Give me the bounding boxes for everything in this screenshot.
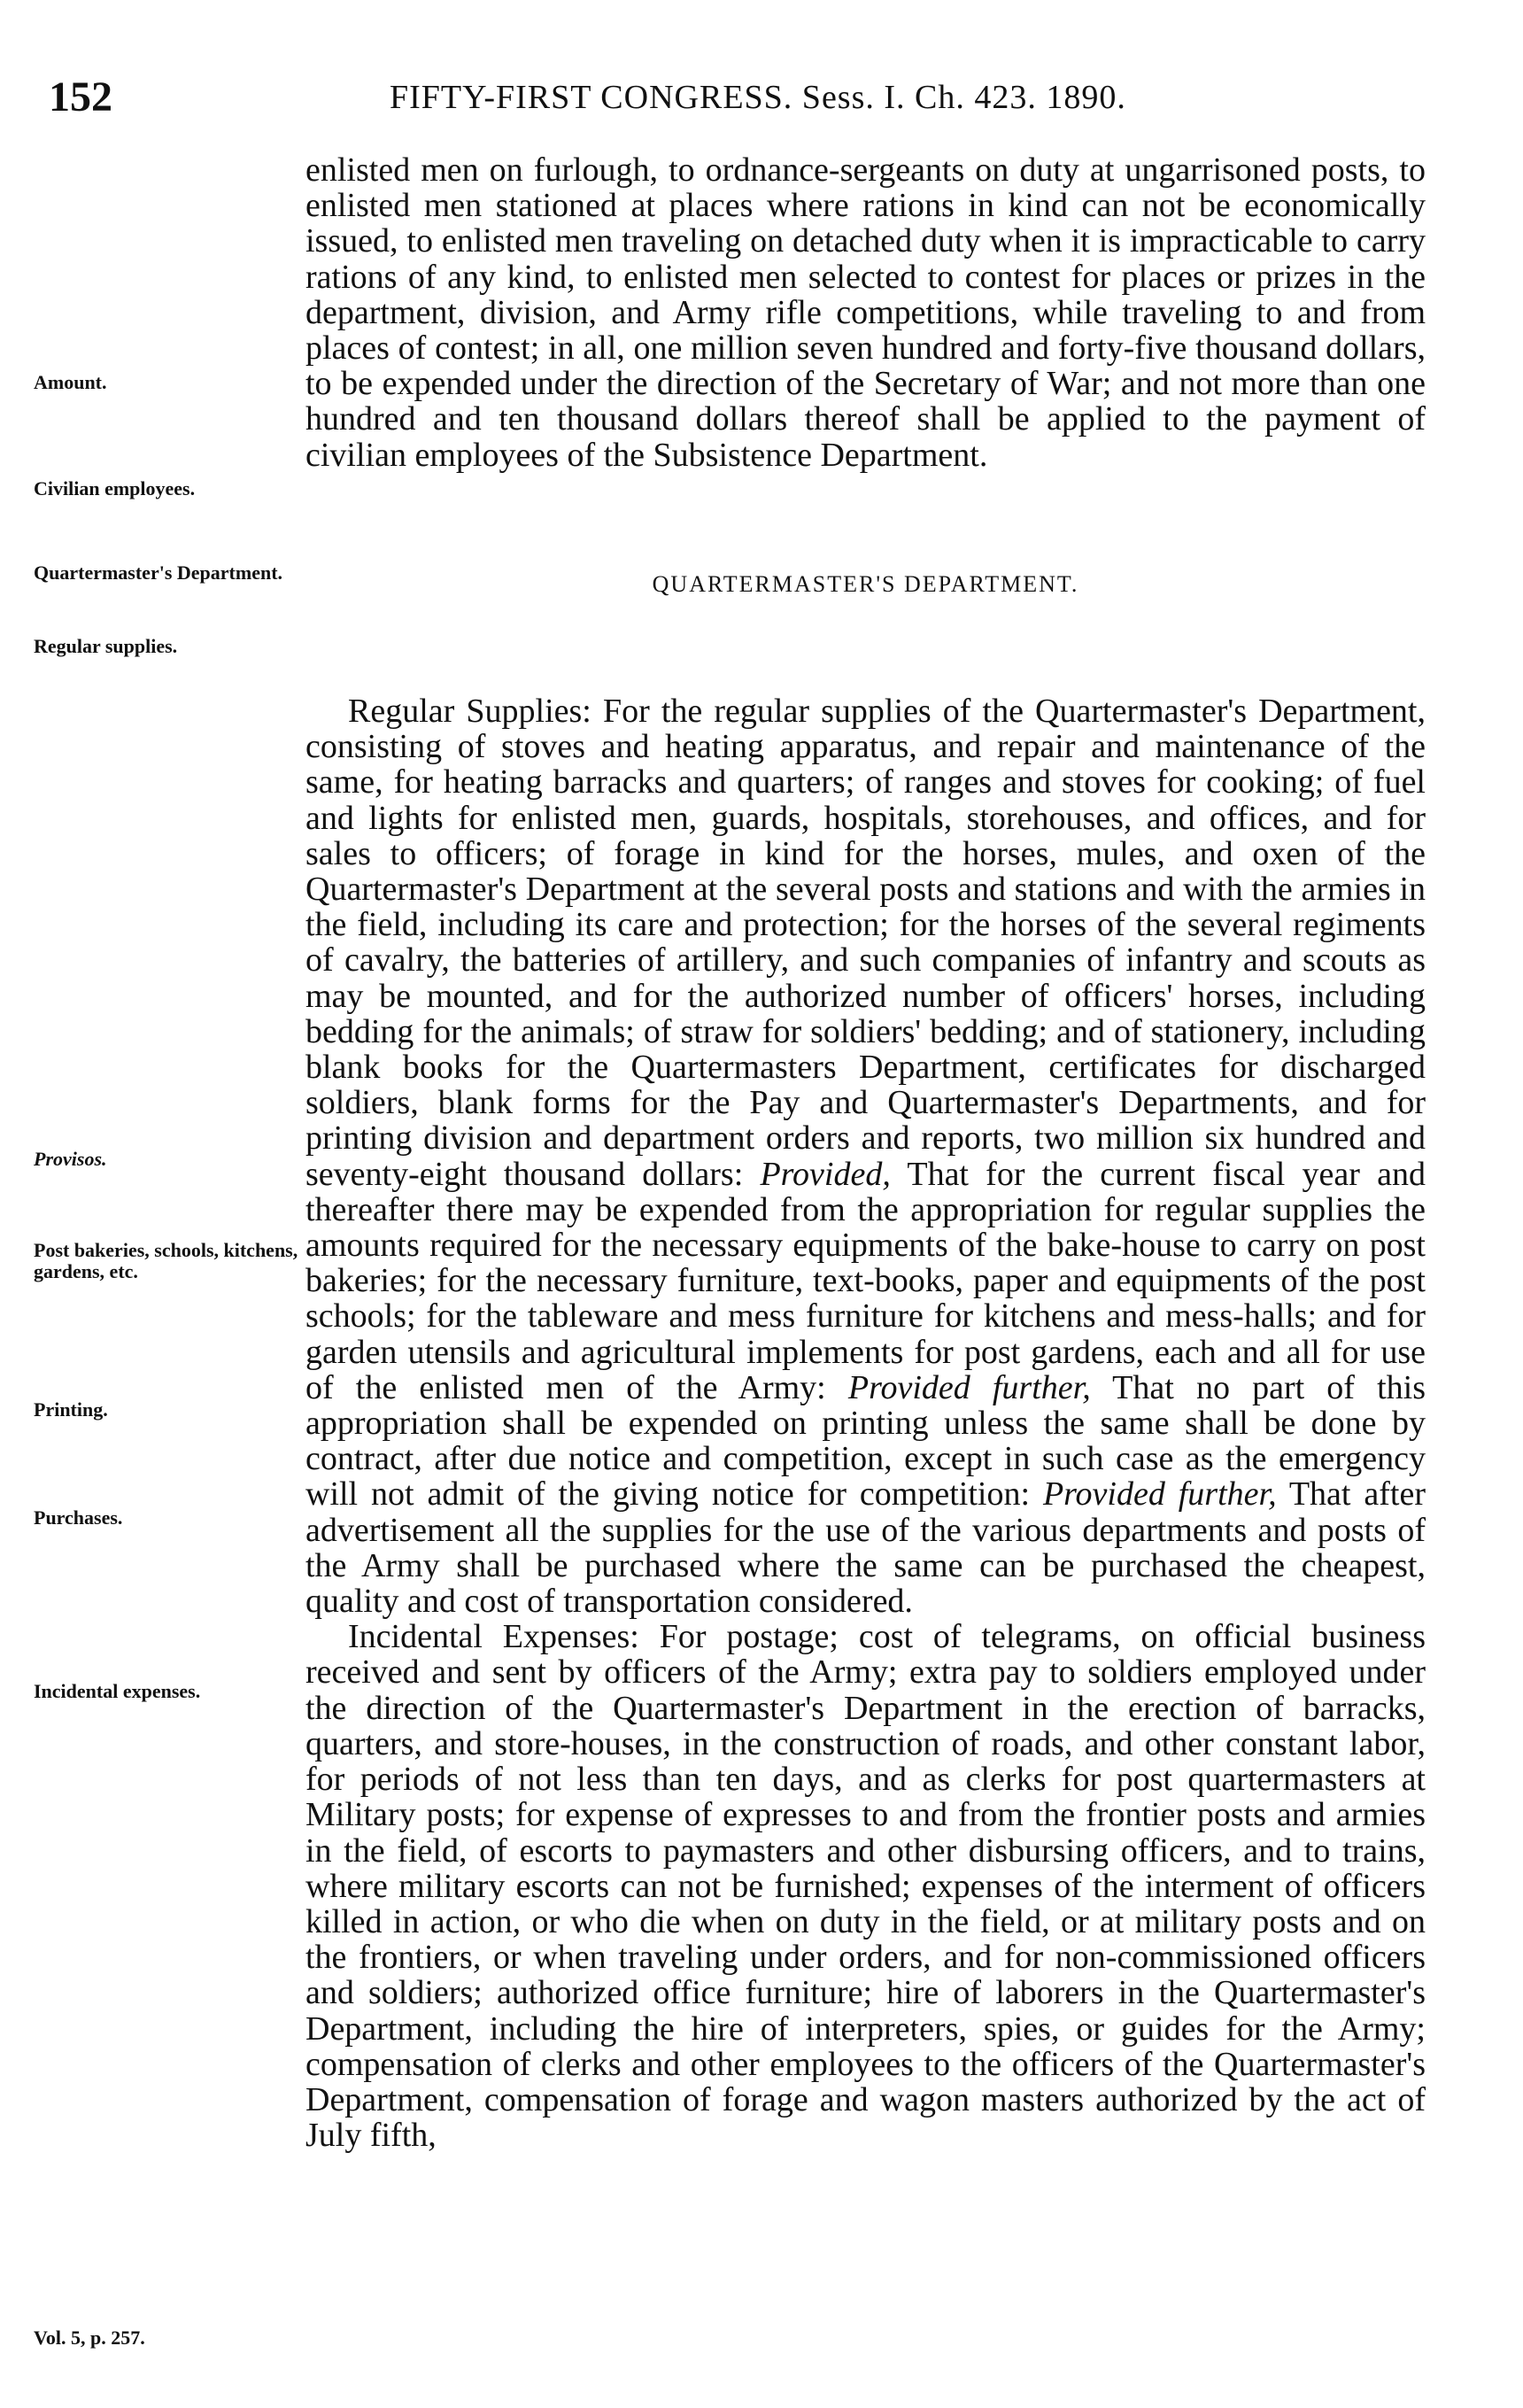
proviso-1: Provided,	[760, 1155, 891, 1193]
section-heading: QUARTERMASTER'S DEPARTMENT.	[652, 571, 1079, 597]
regular-supplies-text-4: That after advertisement all the supplies for the use of the various departments and posts of the Army shall be purchased where the same can be purchased the cheapest, quality and cost of transportation considered.	[305, 1475, 1426, 1621]
margin-note-regular-supplies: Regular supplies.	[34, 635, 178, 657]
margin-note-printing: Printing.	[34, 1398, 108, 1421]
margin-note-incidental-expenses: Incidental expenses.	[34, 1680, 201, 1702]
margin-note-volume-ref: Vol. 5, p. 257.	[34, 2327, 145, 2349]
margin-note-provisos: Provisos.	[34, 1148, 107, 1170]
incidental-expenses-text: For postage; cost of telegrams, on official business received and sent by officers of the Army; extra pay to soldiers employed under the direction of the Quartermaster's Department in the erection of barracks, quarters, and store-houses, in the construction of roads, and other constant labor, for periods of not less than ten days, and as clerks for post quartermasters at Military posts; for expense of expresses to and from the frontier posts and armies in the field, of escorts to paymasters and other disbursing officers, and to trains, where military escorts can not be furnished; expenses of the interment of officers killed in action, or who die when on duty in the field, or at military posts and on the frontiers, or when traveling under orders, and for non-commissioned officers and soldiers; authorized office furniture; hire of laborers in the Quartermaster's Department, including the hire of interpreters, spies, or guides for the Army; compensation of clerks and other employees to the officers of the Quartermaster's Department, compensation of forage and wagon masters authorized by the act of July fifth,	[305, 1618, 1426, 2155]
body-sections	[305, 693, 1426, 2153]
margin-note-quartermaster-department: Quartermaster's Department.	[34, 561, 283, 584]
page-header	[0, 73, 1523, 126]
page-number: 152	[49, 74, 112, 120]
regular-supplies-paragraph	[305, 693, 1426, 1619]
margin-note-amount: Amount.	[34, 371, 107, 393]
regular-supplies-lead: Regular Supplies:	[348, 693, 591, 730]
margin-note-purchases: Purchases.	[34, 1506, 123, 1529]
regular-supplies-text-2: That for the current fiscal year and thereafter there may be expended from the appropriation for regular supplies the amounts required for the necessary equipments of the bake-house to carry on post bakeries; for the necessary furniture, text-books, paper and equipments of the post schools; for the tableware and mess furniture for kitchens and mess-halls; and for garden utensils and agricultural implements for post gardens, each and all for use of the enlisted men of the Army:	[305, 1155, 1426, 1406]
running-head: FIFTY-FIRST CONGRESS. Sess. I. Ch. 423. 1890.	[390, 79, 1126, 116]
proviso-2: Provided further,	[847, 1368, 1091, 1406]
incidental-expenses-paragraph	[305, 1619, 1426, 2153]
proviso-3: Provided further,	[1042, 1475, 1277, 1514]
regular-supplies-text-3: That no part of this appropriation shall be expended on printing unless the same shall be done by contract, after due notice and competition, except in such case as the emergency will not admit of the giving notice for competition:	[305, 1368, 1426, 1514]
margin-note-civilian-employees: Civilian employees.	[34, 477, 196, 499]
continuation-paragraph	[305, 152, 1426, 473]
regular-supplies-text-1: For the regular supplies of the Quartermaster's Department, consisting of stoves and heating apparatus, and repair and maintenance of the same, for heating barracks and quarters; of ranges and stoves for cooking; of fuel and lights for enlisted men, guards, hospitals, storehouses, and offices, and for sales to officers; of forage in kind for the horses, mules, and oxen of the Quartermaster's Department at the several posts and stations and with the armies in the field, including its care and protection; for the horses of the several regiments of cavalry, the batteries of artillery, and such companies of infantry and scouts as may be mounted, and for the authorized number of officers' horses, including bedding for the animals; of straw for soldiers' bedding; and of stationery, including blank books for the Quartermasters Department, certificates for discharged soldiers, blank forms for the Pay and Quartermaster's Departments, and for printing division and department orders and reports, two million six hundred and seventy-eight thousand dollars:	[305, 693, 1426, 1193]
incidental-expenses-lead: Incidental Expenses:	[348, 1618, 639, 1656]
continuation-text: enlisted men on furlough, to ordnance-sergeants on duty at ungarrisoned posts, to enlisted men stationed at places where rations in kind can not be economically issued, to enlisted men traveling on detached duty when it is impracticable to carry rations of any kind, to enlisted men selected to contest for places or prizes in the department, division, and Army rifle competitions, while traveling to and from places of contest; in all, one million seven hundred and forty-five thousand dollars, to be expended under the direction of the Secretary of War; and not more than one hundred and ten thousand dollars thereof shall be applied to the payment of civilian employees of the Subsistence Department.	[305, 151, 1426, 474]
margin-note-post-bakeries: Post bakeries, schools, kitchens, gardens, etc.	[34, 1239, 298, 1282]
